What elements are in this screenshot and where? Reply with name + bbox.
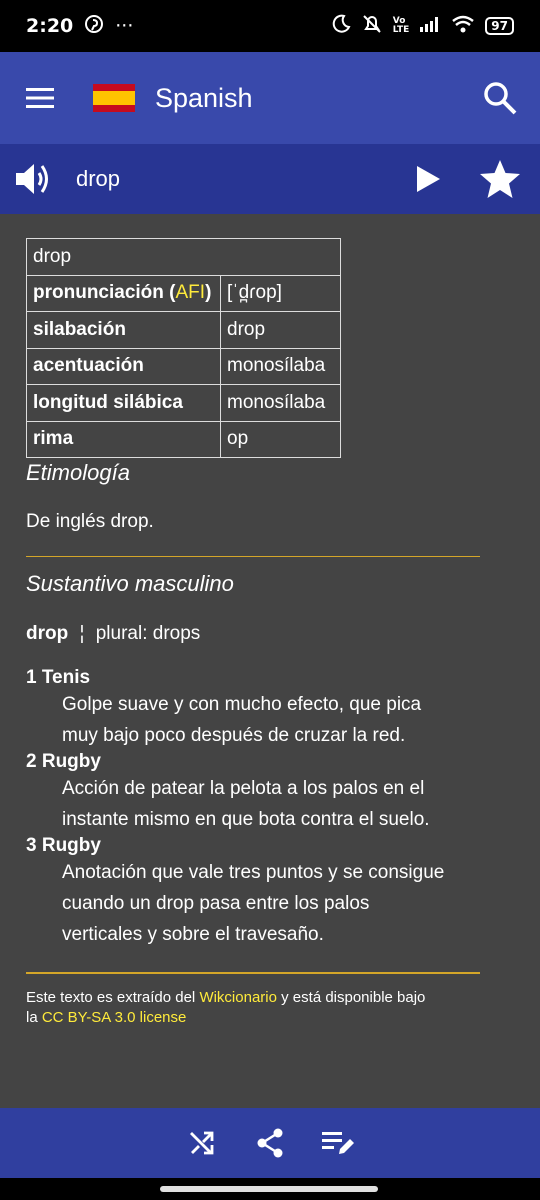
section-divider	[26, 972, 480, 974]
table-row	[27, 385, 341, 422]
headword-separator: ¦	[79, 623, 85, 645]
list-item	[26, 835, 482, 950]
sense-line: cuando un drop pasa entre los palos	[62, 893, 370, 915]
table-row	[27, 239, 341, 276]
sense-line: Anotación que vale tres puntos y se consigue	[62, 862, 445, 884]
bottom-toolbar	[0, 1108, 540, 1178]
table-value: [ˈd̪ɾop]	[221, 275, 341, 312]
sense-label: 2 Rugby	[26, 751, 101, 773]
table-value: drop	[221, 312, 341, 349]
table-key: pronunciación (AFI)	[27, 275, 221, 312]
sense-line: Golpe suave y con mucho efecto, que pica	[62, 694, 422, 716]
table-value: monosílaba	[221, 385, 341, 422]
shuffle-icon	[189, 1130, 215, 1156]
star-icon	[479, 159, 521, 199]
word-title: drop	[76, 166, 121, 191]
license-link[interactable]: CC BY-SA 3.0 license	[41, 1008, 187, 1026]
share-button[interactable]	[252, 1125, 288, 1161]
table-value: monosílaba	[221, 348, 341, 385]
list-item	[26, 751, 482, 835]
table-key: silabación	[27, 312, 221, 349]
table-key: longitud silábica	[27, 385, 221, 422]
definition-content	[26, 238, 482, 1028]
table-row	[27, 421, 341, 458]
speaker-icon	[14, 160, 54, 198]
search-icon	[482, 80, 518, 116]
afi-link[interactable]: AFI	[175, 282, 206, 304]
play-icon	[415, 165, 441, 193]
plural-form: plural: drops	[95, 623, 201, 645]
bell-muted-icon	[361, 14, 383, 39]
status-bar	[0, 0, 540, 52]
app-title: Spanish	[155, 82, 253, 113]
headword: drop	[26, 623, 69, 645]
list-item	[26, 667, 482, 751]
hamburger-icon	[26, 87, 54, 109]
sense-label: 3 Rugby	[26, 835, 101, 857]
table-row	[27, 275, 341, 312]
volte-icon: Vo LTE	[392, 16, 410, 35]
home-gesture-handle[interactable]	[160, 1186, 378, 1192]
noun-title: Sustantivo masculino	[26, 571, 234, 597]
status-time: 2:20	[26, 15, 74, 37]
table-row	[27, 348, 341, 385]
sense-line: muy bajo poco después de cruzar la red.	[62, 725, 406, 747]
wifi-icon	[451, 15, 475, 38]
share-icon	[256, 1128, 284, 1158]
table-key: rima	[27, 421, 221, 458]
sense-line: verticales y sobre el travesaño.	[62, 924, 324, 946]
table-header: drop	[27, 239, 341, 276]
signal-icon	[419, 15, 441, 37]
table-value: op	[221, 421, 341, 458]
word-bar	[0, 144, 540, 214]
sense-label: 1 Tenis	[26, 667, 91, 689]
battery-indicator: 97	[485, 17, 514, 35]
search-button[interactable]	[460, 52, 540, 144]
edit-list-button[interactable]	[320, 1125, 356, 1161]
etymology-text: De inglés drop.	[26, 511, 154, 532]
playlist-edit-icon	[321, 1129, 355, 1157]
app-bar	[0, 52, 540, 144]
table-key: acentuación	[27, 348, 221, 385]
section-divider	[26, 556, 480, 558]
senses-list	[26, 667, 482, 950]
pinterest-icon	[85, 15, 103, 38]
etymology-title: Etimología	[26, 460, 130, 485]
moon-icon	[331, 14, 351, 39]
license-text: Este texto es extraído del Wikcionario y está disponible bajo la CC BY-SA 3.0 license	[26, 988, 426, 1026]
menu-button[interactable]	[0, 52, 80, 144]
favorite-button[interactable]	[460, 144, 540, 214]
sense-line: instante mismo en que bota contra el suelo.	[62, 809, 430, 831]
speaker-button[interactable]	[0, 144, 68, 214]
wikcionario-link[interactable]: Wikcionario	[199, 988, 277, 1006]
headword-line	[26, 623, 482, 645]
play-button[interactable]	[396, 144, 460, 214]
more-dots: ···	[115, 15, 134, 37]
word-info-table	[26, 238, 341, 458]
sense-line: Acción de patear la pelota a los palos en el	[62, 778, 425, 800]
shuffle-button[interactable]	[184, 1125, 220, 1161]
spain-flag-icon	[93, 84, 135, 112]
table-row	[27, 312, 341, 349]
